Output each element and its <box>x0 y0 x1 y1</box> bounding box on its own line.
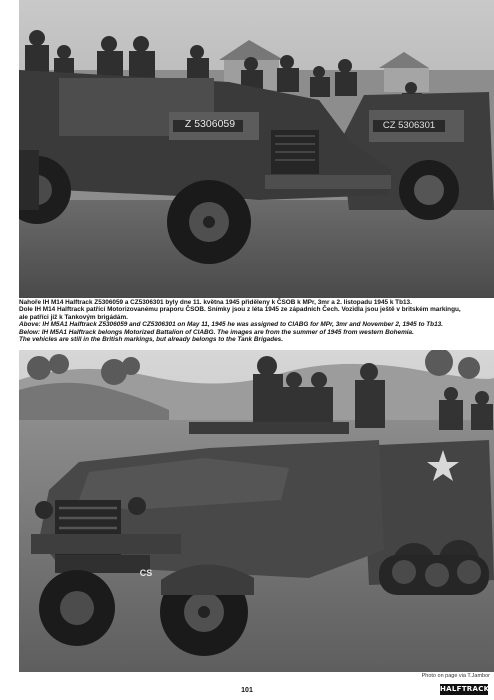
caption-czech-line-2: Dole IH M14 Halftrack patřící Motorizovanému praporu ČSOB. Snímky jsou z léta 1945 ze západních Čech. Vozidla jsou ještě v britském markingu, <box>19 306 461 314</box>
caption-english-line-3: The vehicles are still in the British markings, but already belongs to the Tank Brigades. <box>19 336 283 344</box>
caption-czech-line-3: ale patříci již k Tankovým brigádám. <box>19 313 128 321</box>
caption-czech-line-1: Nahoře IH M14 Halftrack Z5306059 a CZ5306301 byly dne 11. května 1945 přiděleny k ČSOB k MPr, 3mr a 2. listopadu 1945 k Tb13. <box>19 299 412 306</box>
page-number: 101 <box>241 687 253 694</box>
bottom-photo-image <box>19 350 494 672</box>
top-photo-plate-right: CZ 5306301 <box>382 120 436 131</box>
photo-credit: Photo on page via T.Jambor <box>421 673 490 679</box>
top-photo-plate-left: Z 5306059 <box>184 118 236 130</box>
bottom-photo-plate: CS <box>139 568 153 578</box>
halftrack-logo: HALFTRACK <box>440 685 490 693</box>
top-photo-image <box>19 0 494 298</box>
caption-english-line-2: Below: IH M5A1 Halftrack belongs Motorized Battalion of CIABG. The images are from the summer of 1945 from western Bohemia. <box>19 328 414 336</box>
caption-english-line-1: Above: IH M5A1 Halftrack Z5306059 and CZ5306301 on May 11, 1945 he was assigned to CIABG for MPr, 3mr and November 2, 1945 to Tb13. <box>19 321 443 329</box>
top-photo <box>19 0 494 298</box>
bottom-photo <box>19 350 494 672</box>
photo-caption <box>19 299 489 343</box>
